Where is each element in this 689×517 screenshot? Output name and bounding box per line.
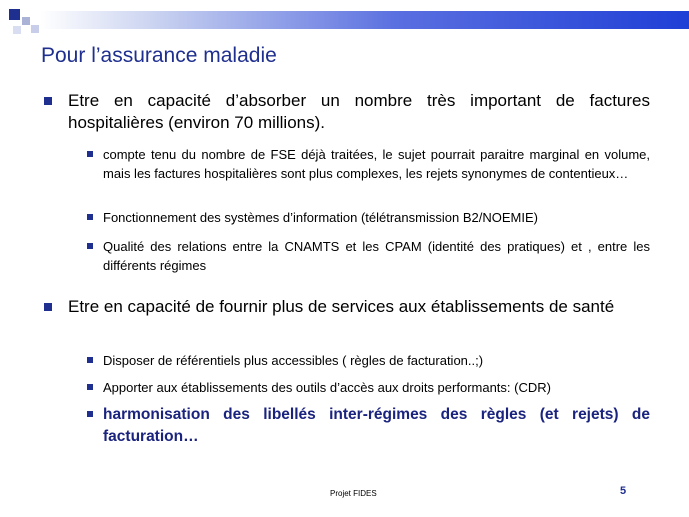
decor-square [9, 9, 20, 20]
footer-label: Projet FIDES [330, 489, 377, 498]
decor-square [31, 25, 39, 33]
slide-title: Pour l’assurance maladie [41, 44, 277, 67]
bullet-main-2: Etre en capacité de fournir plus de services aux établissements de santé [68, 297, 615, 316]
bullet-sub-2-3: harmonisation des libellés inter-régimes des règles (et rejets) de facturation… [103, 406, 650, 445]
bullet-sub-2-1: Disposer de référentiels plus accessibles ( règles de facturation..;) [103, 353, 484, 368]
bullet-sub-1-1: compte tenu du nombre de FSE déjà traitées, le sujet pourrait paraitre marginal en volume, mais les factures hospitalières sont plus complexes, les rejets synonymes de contentieux… [103, 147, 650, 181]
bullet-square [44, 303, 52, 311]
bullet-sub-1-3: Qualité des relations entre la CNAMTS et les CPAM (identité des pratiques) et , entre les différents régimes [103, 239, 650, 273]
title-gradient-bar [40, 11, 689, 29]
decor-square [22, 17, 30, 25]
bullet-square [44, 97, 52, 105]
bullet-square [87, 411, 93, 417]
bullet-sub-1-2: Fonctionnement des systèmes d’information (télétransmission B2/NOEMIE) [103, 210, 538, 225]
bullet-square [87, 357, 93, 363]
page-number: 5 [620, 485, 627, 497]
bullet-square [87, 384, 93, 390]
bullet-square [87, 151, 93, 157]
decor-square [13, 26, 21, 34]
bullet-main-1: Etre en capacité d’absorber un nombre très important de factures hospitalières (environ 70 millions). [68, 91, 650, 132]
bullet-sub-2-2: Apporter aux établissements des outils d’accès aux droits performants: (CDR) [103, 380, 551, 395]
bullet-square [87, 243, 93, 249]
bullet-square [87, 214, 93, 220]
